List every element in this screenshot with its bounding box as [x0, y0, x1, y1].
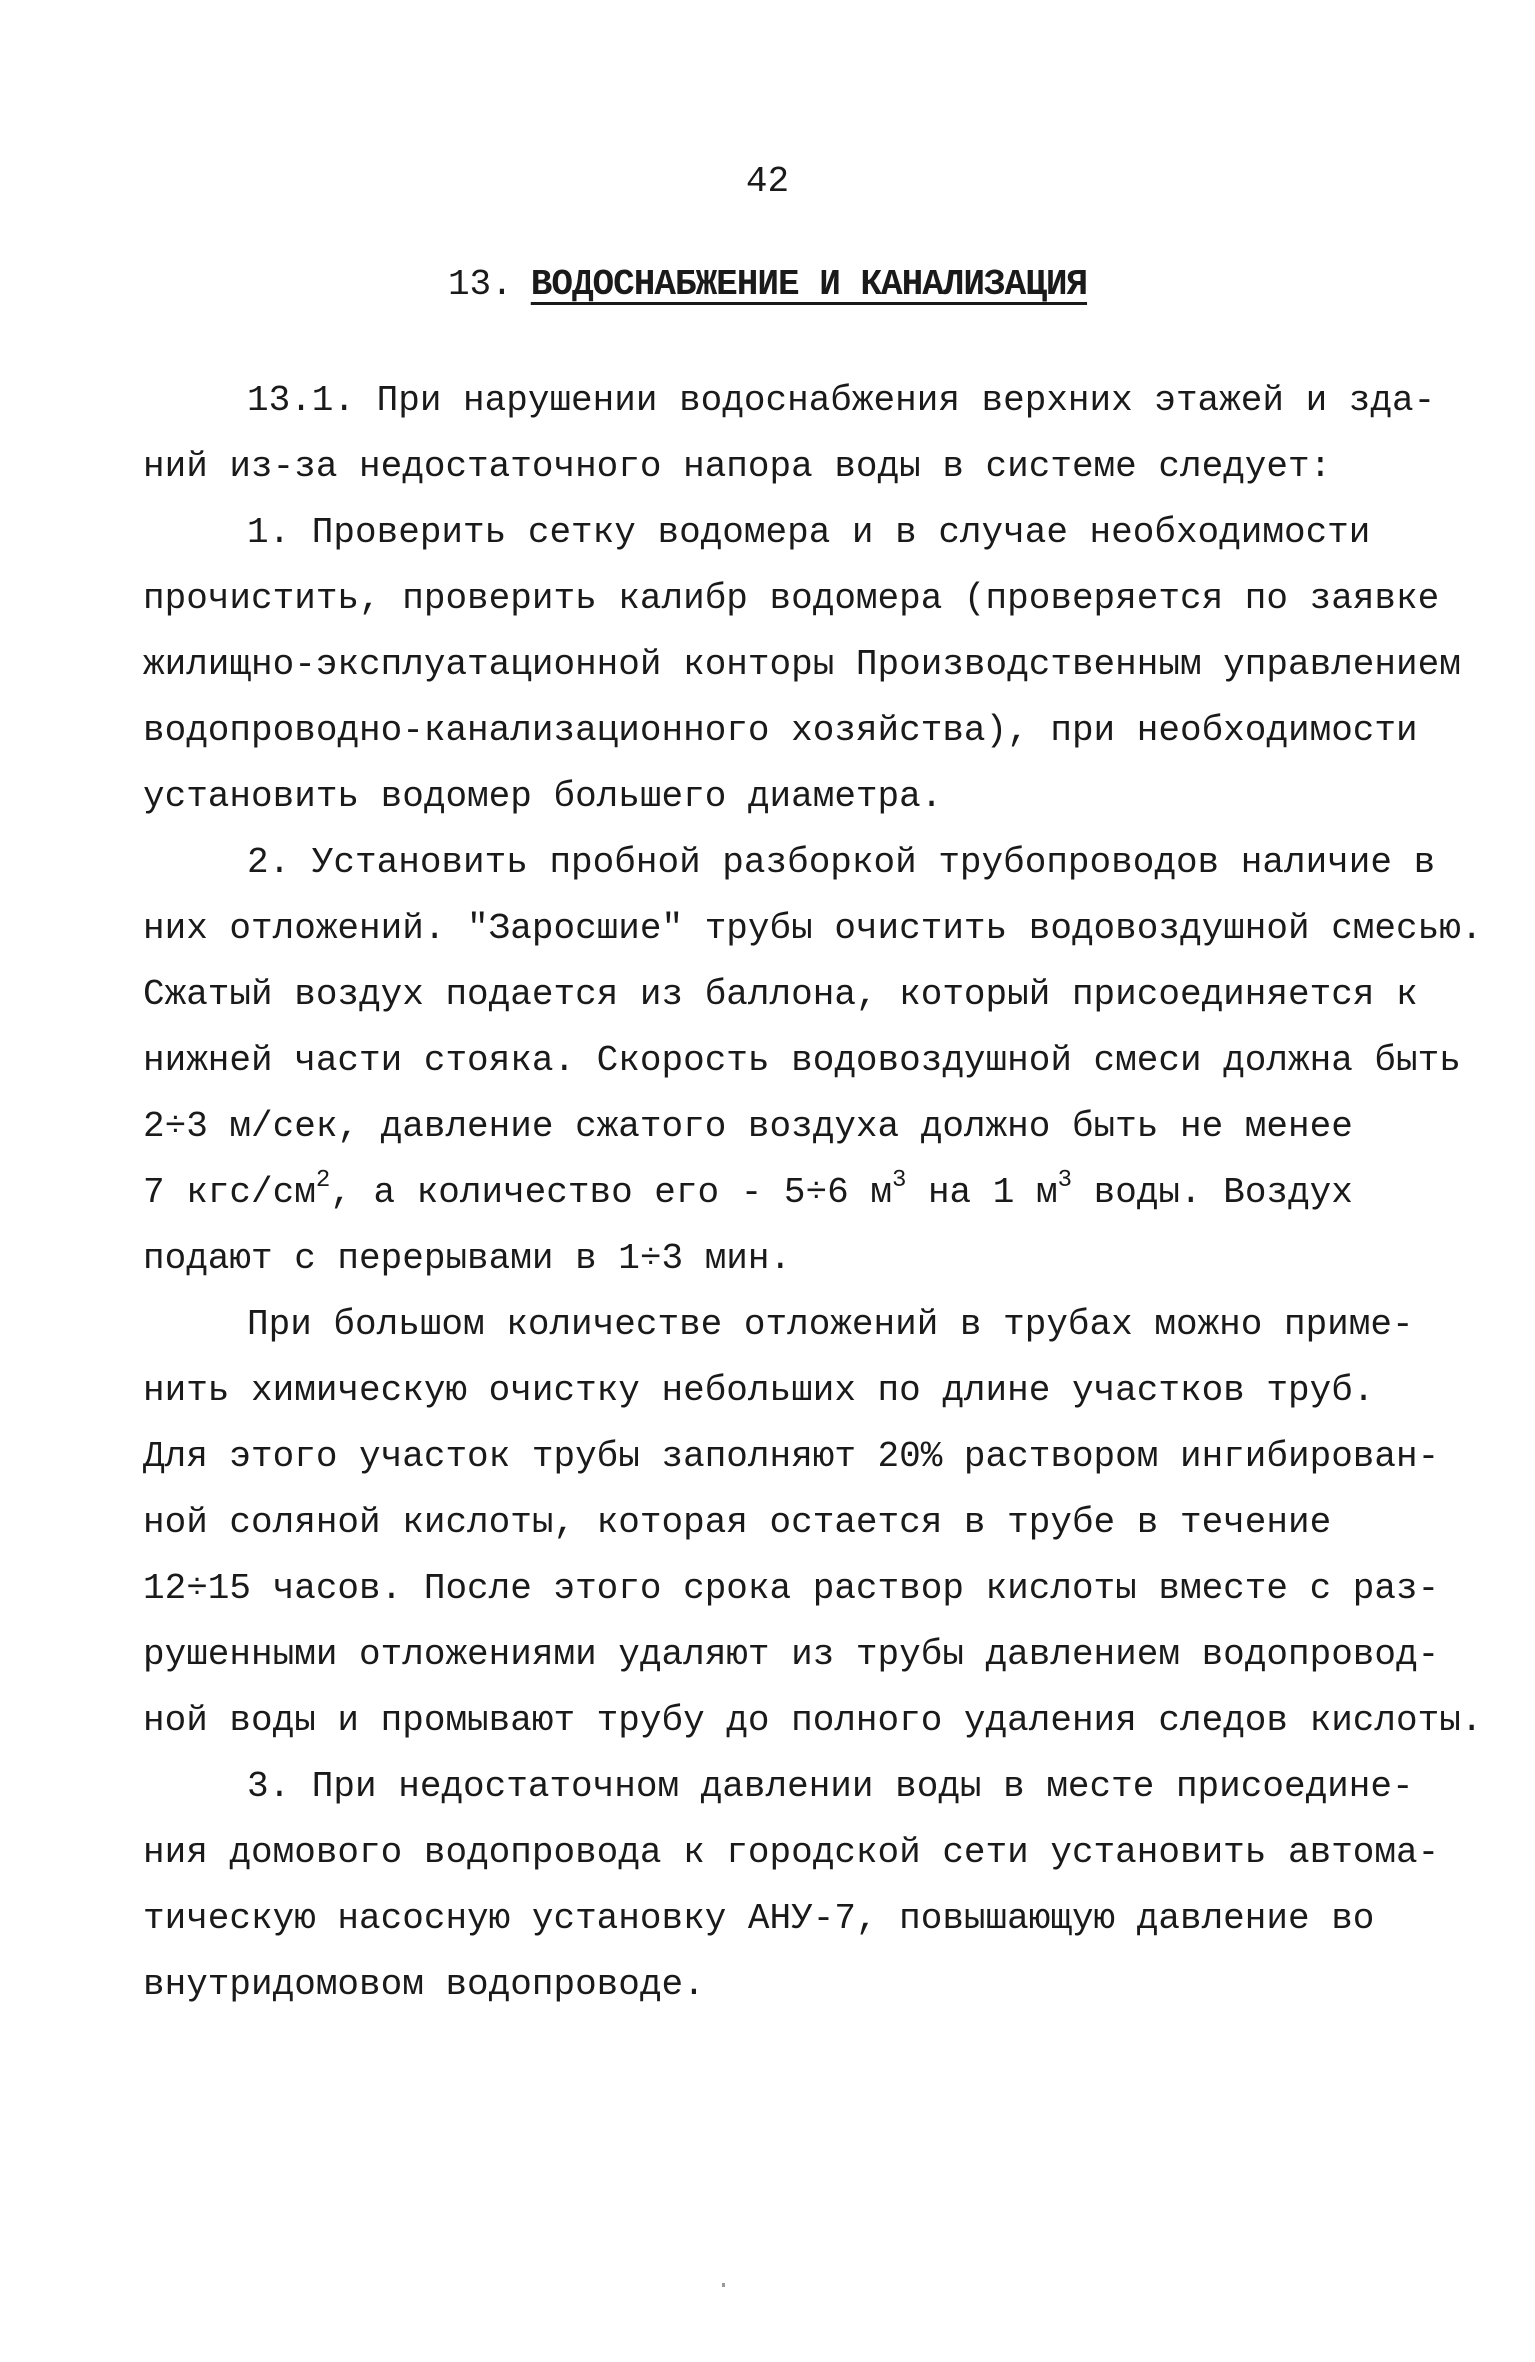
section-title: ВОДОСНАБЖЕНИЕ И КАНАЛИЗАЦИЯ [530, 264, 1088, 305]
formula-text: на 1 м [906, 1172, 1058, 1213]
scan-speck [722, 2283, 725, 2287]
text-line: нижней части стояка. Скорость водовоздушной смеси должна быть [143, 1040, 1461, 1081]
section-number: 13. [447, 264, 513, 305]
text-line: Сжатый воздух подается из баллона, который присоединяется к [143, 974, 1418, 1015]
text-line: При большом количестве отложений в трубах можно приме- [247, 1304, 1414, 1345]
text-line: прочистить, проверить калибр водомера (проверяется по заявке [143, 578, 1440, 619]
text-line: водопроводно-канализационного хозяйства), при необходимости [143, 710, 1418, 751]
formula-text: 7 кгс/см [143, 1172, 316, 1213]
text-line: Для этого участок трубы заполняют 20% раствором ингибирован- [143, 1436, 1440, 1477]
section-heading [0, 262, 1535, 308]
paragraph-item-2 [143, 830, 1483, 1292]
text-line: них отложений. "Заросшие" трубы очистить водовоздушной смесью. [143, 908, 1483, 949]
superscript: 2 [315, 1167, 331, 1194]
body-text [143, 368, 1483, 2018]
text-line: установить водомер большего диаметра. [143, 776, 943, 817]
text-line: внутридомовом водопроводе. [143, 1964, 705, 2005]
superscript: 3 [891, 1167, 907, 1194]
paragraph-item-1 [143, 500, 1461, 830]
paragraph-chemical-cleaning [143, 1292, 1483, 1754]
text-line: жилищно-эксплуатационной конторы Производственным управлением [143, 644, 1461, 685]
text-line: ния домового водопровода к городской сети установить автома- [143, 1832, 1440, 1873]
paragraph-13-1 [143, 368, 1436, 500]
text-line: ний из-за недостаточного напора воды в системе следует: [143, 446, 1332, 487]
text-line: ной воды и промывают трубу до полного удаления следов кислоты. [143, 1700, 1483, 1741]
text-line: рушенными отложениями удаляют из трубы давлением водопровод- [143, 1634, 1440, 1675]
paragraph-item-3 [143, 1754, 1440, 2018]
text-line: 2÷3 м/сек, давление сжатого воздуха должно быть не менее [143, 1106, 1353, 1147]
superscript: 3 [1057, 1167, 1072, 1194]
text-line: ной соляной кислоты, которая остается в трубе в течение [143, 1502, 1332, 1543]
text-line: 1. Проверить сетку водомера и в случае необходимости [247, 512, 1371, 553]
text-line: 2. Установить пробной разборкой трубопроводов наличие в [247, 842, 1436, 883]
text-line: 12÷15 часов. После этого срока раствор кислоты вместе с раз- [143, 1568, 1440, 1609]
text-line: 3. При недостаточном давлении воды в месте присоедине- [247, 1766, 1414, 1807]
text-line: подают с перерывами в 1÷3 мин. [143, 1238, 792, 1279]
text-line: нить химическую очистку небольших по длине участков труб. [143, 1370, 1375, 1411]
text-line: тическую насосную установку АНУ-7, повышающую давление во [143, 1898, 1375, 1939]
formula-text: воды. Воздух [1071, 1172, 1353, 1213]
formula-line [143, 1160, 1403, 1226]
formula-text: , а количество его - 5÷6 м [330, 1172, 892, 1213]
text-line: 13.1. При нарушении водоснабжения верхних этажей и зда- [247, 380, 1436, 421]
page-number: 42 [745, 161, 790, 202]
